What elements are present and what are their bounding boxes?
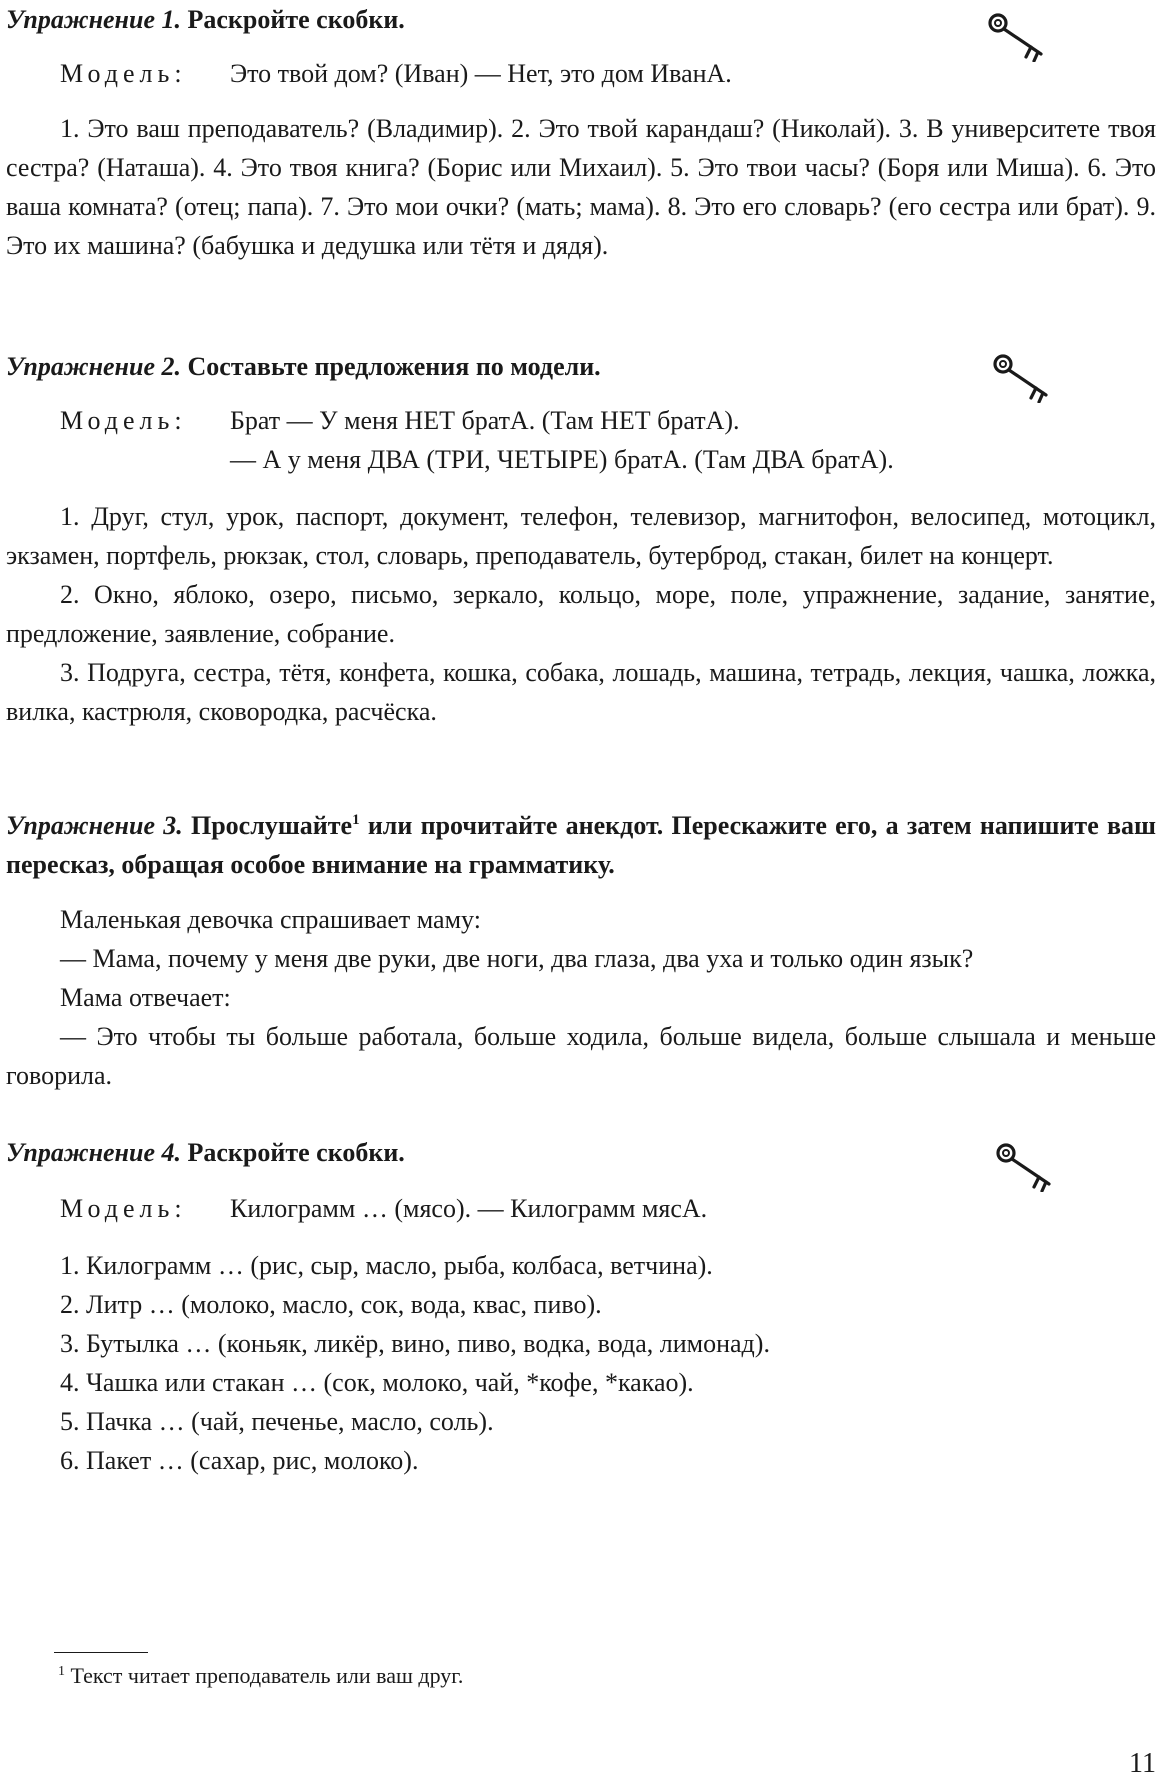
list-item: 3. Бутылка … (коньяк, ликёр, вино, пиво, водка, вода, лимонад).	[60, 1329, 770, 1358]
exercise-1	[6, 0, 1156, 265]
footnote-text: Текст читает преподаватель или ваш друг.	[65, 1663, 464, 1688]
anecdote-line: — Это чтобы ты больше работала, больше ходила, больше видела, больше слышала и меньше говорила.	[6, 1022, 1156, 1090]
anecdote-line: Маленькая девочка спрашивает маму:	[60, 905, 481, 934]
page-number: 11	[1129, 1748, 1156, 1779]
exercise-2	[6, 347, 1156, 731]
footnote-divider	[54, 1652, 148, 1653]
model-line: — А у меня ДВА (ТРИ, ЧЕТЫРЕ) братА. (Там ДВА братА).	[230, 445, 894, 474]
list-item: 6. Пакет … (сахар, рис, молоко).	[60, 1446, 419, 1475]
exercise-2-title: Упражнение 2. Составьте предложения по модели.	[6, 352, 601, 381]
exercise-2-group-2: 2. Окно, яблоко, озеро, письмо, зеркало, кольцо, море, поле, упражнение, задание, занятие, предложение, заявление, собрание.	[6, 580, 1156, 648]
model-lines	[230, 401, 1156, 479]
exercise-2-group-3: 3. Подруга, сестра, тётя, конфета, кошка, собака, лошадь, машина, тетрадь, лекция, чашка, ложка, вилка, кастрюля, сковородка, расчёска.	[6, 658, 1156, 726]
model-line: Брат — У меня НЕТ братА. (Там НЕТ братА).	[230, 406, 740, 435]
footnote-reference: 1	[352, 812, 360, 828]
model-line: Это твой дом? (Иван) — Нет, это дом ИванА.	[230, 59, 732, 88]
footnote-mark: 1	[58, 1664, 65, 1679]
key-icon	[990, 351, 1054, 403]
list-item: 4. Чашка или стакан … (сок, молоко, чай, *кофе, *какао).	[60, 1368, 694, 1397]
exercise-1-model	[6, 54, 1156, 93]
exercise-4-model	[6, 1189, 1156, 1228]
exercise-1-title: Упражнение 1. Раскройте скобки.	[6, 5, 405, 34]
list-item: 2. Литр … (молоко, масло, сок, вода, квас, пиво).	[60, 1290, 602, 1319]
key-icon	[993, 1140, 1057, 1192]
exercise-2-group-1: 1. Друг, стул, урок, паспорт, документ, телефон, телевизор, магнитофон, велосипед, мотоцикл, экзамен, портфель, рюкзак, стол, словарь, преподаватель, бутерброд, стакан, билет на концерт.	[6, 502, 1156, 570]
exercise-3-title: Упражнение 3. Прослушайте$^1$ или прочитайте анекдот. Перескажите его, а затем напишите ваш пересказ, обращая особое внимание на грамматику.	[6, 811, 1156, 879]
exercise-4-title: Упражнение 4. Раскройте скобки.	[6, 1138, 405, 1167]
exercise-4	[6, 1133, 1156, 1480]
model-label: Модель:	[60, 1194, 187, 1223]
exercise-2-model	[6, 401, 1156, 479]
anecdote-line: Мама отвечает:	[60, 983, 231, 1012]
exercise-3	[6, 806, 1156, 1095]
list-item: 5. Пачка … (чай, печенье, масло, соль).	[60, 1407, 494, 1436]
exercise-1-text: 1. Это ваш преподаватель? (Владимир). 2. Это твой карандаш? (Николай). 3. В университете твоя сестра? (Наташа). 4. Это твоя книга? (Борис или Михаил). 5. Это твои часы? (Боря или Миша). 6. Это ваша комната? (отец; папа). 7. Это мои очки? (мать; мама). 8. Это его словарь? (его сестра или брат). 9. Это их машина? (бабушка и дедушка или тётя и дядя).	[6, 114, 1156, 260]
model-line: Килограмм … (мясо). — Килограмм мясА.	[230, 1194, 708, 1223]
anecdote-line: — Мама, почему у меня две руки, две ноги, два глаза, два уха и только один язык?	[60, 944, 974, 973]
model-label: Модель:	[60, 59, 187, 88]
key-icon	[985, 10, 1049, 62]
model-label: Модель:	[60, 406, 187, 435]
list-item: 1. Килограмм … (рис, сыр, масло, рыба, колбаса, ветчина).	[60, 1251, 713, 1280]
footnote	[58, 1660, 463, 1692]
